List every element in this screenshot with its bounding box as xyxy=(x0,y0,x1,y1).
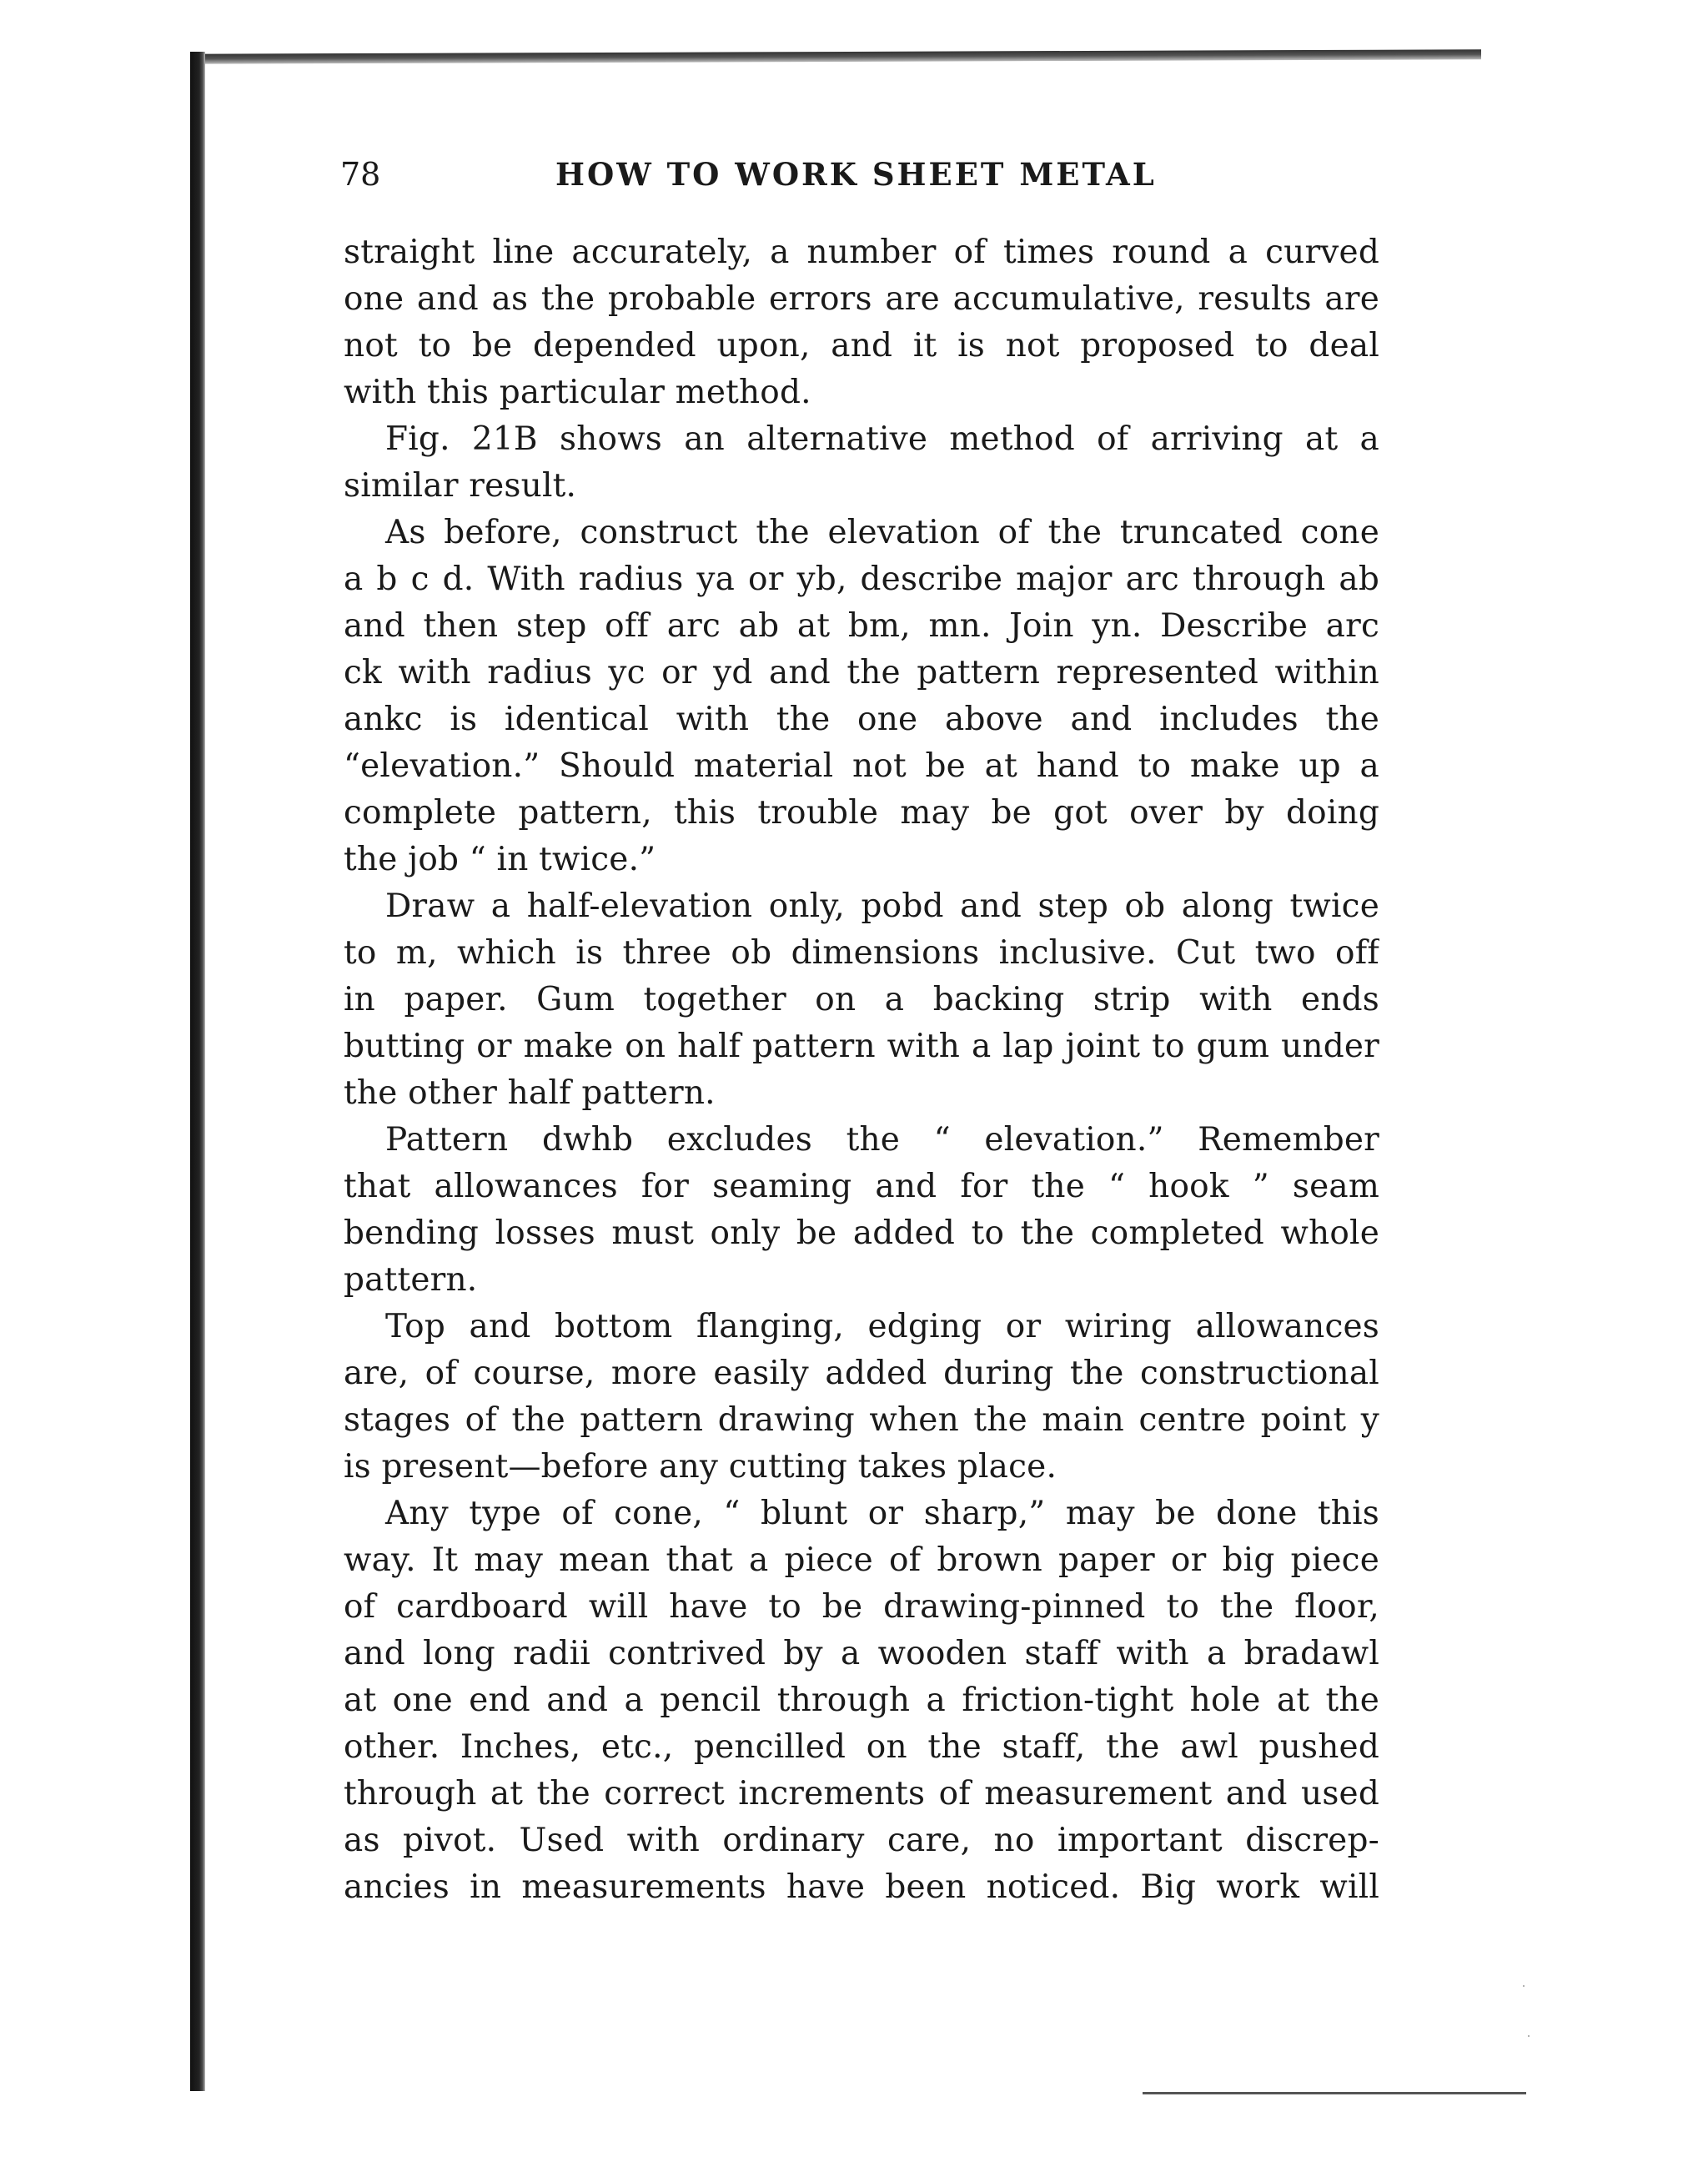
text-line: bending losses must only be added to the completed whole xyxy=(344,1214,1379,1252)
text-line: butting or make on half pattern with a lap joint to gum under xyxy=(344,1028,1379,1065)
scan-border-bottom xyxy=(1143,2092,1526,2094)
scan-speck xyxy=(1523,1985,1525,1987)
page-number: 78 xyxy=(340,156,381,193)
text-line: complete pattern, this trouble may be got over by doing xyxy=(344,794,1379,832)
text-line: way. It may mean that a piece of brown paper or big piece xyxy=(344,1541,1379,1579)
text-line: similar result. xyxy=(344,467,577,505)
text-line: stages of the pattern drawing when the main centre point y xyxy=(344,1401,1379,1439)
text-line: not to be depended upon, and it is not proposed to deal xyxy=(344,327,1379,365)
text-line: of cardboard will have to be drawing-pinned to the floor, xyxy=(344,1588,1379,1626)
text-line: that allowances for seaming and for the “ hook ” seam xyxy=(344,1168,1379,1205)
body-text xyxy=(344,229,1379,1911)
text-line: Pattern dwhb excludes the “ elevation.” Remember xyxy=(385,1121,1379,1159)
text-line: other. Inches, etc., pencilled on the staff, the awl pushed xyxy=(344,1728,1379,1766)
text-line: pattern. xyxy=(344,1261,478,1299)
scan-border-left xyxy=(190,52,205,2091)
text-line: is present—before any cutting takes place. xyxy=(344,1448,1057,1486)
text-line: straight line accurately, a number of times round a curved xyxy=(344,234,1379,271)
text-line: ancies in measurements have been noticed. Big work will xyxy=(344,1868,1379,1906)
text-line: as pivot. Used with ordinary care, no important discrep- xyxy=(344,1822,1379,1859)
text-line: ck with radius yc or yd and the pattern represented within xyxy=(344,654,1379,691)
running-head xyxy=(340,154,1374,194)
text-line: through at the correct increments of measurement and used xyxy=(344,1775,1379,1812)
text-line: ankc is identical with the one above and includes the xyxy=(344,701,1379,738)
page-header-title: HOW TO WORK SHEET METAL xyxy=(555,156,1157,193)
text-line: in paper. Gum together on a backing strip with ends xyxy=(344,981,1379,1018)
text-line: Draw a half-elevation only, pobd and step ob along twice xyxy=(385,887,1379,925)
scan-speck xyxy=(1528,2035,1530,2037)
text-line: the job “ in twice.” xyxy=(344,841,656,878)
text-line: at one end and a pencil through a friction-tight hole at the xyxy=(344,1682,1379,1719)
text-line: to m, which is three ob dimensions inclusive. Cut two off xyxy=(344,934,1379,972)
text-line: are, of course, more easily added during the constructional xyxy=(344,1355,1379,1392)
text-line: Top and bottom flanging, edging or wiring allowances xyxy=(385,1308,1379,1345)
text-line: with this particular method. xyxy=(344,374,811,411)
scan-border-top xyxy=(190,49,1481,63)
text-line: one and as the probable errors are accumulative, results are xyxy=(344,280,1379,318)
text-line: “elevation.” Should material not be at hand to make up a xyxy=(344,747,1379,785)
text-line: Fig. 21B shows an alternative method of arriving at a xyxy=(385,420,1379,458)
text-line: and then step off arc ab at bm, mn. Join yn. Describe arc xyxy=(344,607,1379,645)
text-line: Any type of cone, “ blunt or sharp,” may be done this xyxy=(385,1495,1379,1532)
text-line: a b c d. With radius ya or yb, describe major arc through ab xyxy=(344,561,1379,598)
text-line: As before, construct the elevation of the truncated cone xyxy=(385,514,1379,551)
text-line: the other half pattern. xyxy=(344,1074,716,1112)
text-line: and long radii contrived by a wooden staff with a bradawl xyxy=(344,1635,1379,1672)
